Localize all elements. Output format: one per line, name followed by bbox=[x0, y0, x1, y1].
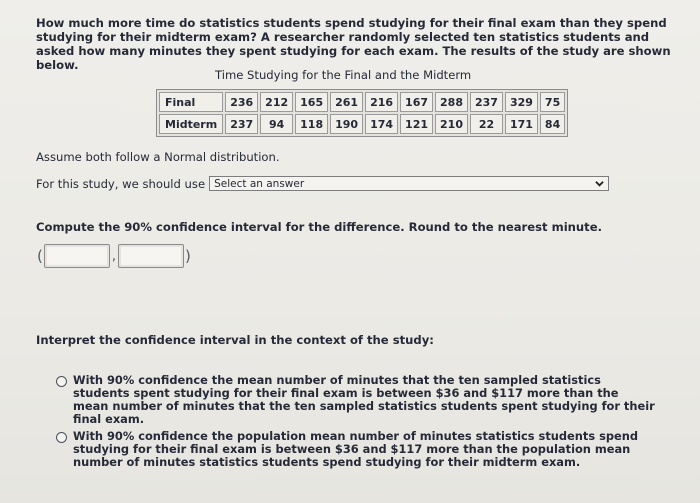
table-cell: 190 bbox=[330, 114, 363, 134]
table-cell: 171 bbox=[505, 114, 538, 134]
interpretation-option-1[interactable] bbox=[56, 374, 656, 426]
interpret-prompt: Interpret the confidence interval in the context of the study: bbox=[36, 333, 434, 347]
chevron-down-icon bbox=[595, 179, 604, 188]
test-choice-label: For this study, we should use bbox=[36, 176, 206, 191]
interpretation-option-2[interactable] bbox=[56, 430, 656, 469]
table-row-midterm bbox=[159, 114, 565, 134]
open-paren: ( bbox=[37, 247, 43, 265]
table-cell: 75 bbox=[540, 92, 565, 112]
assumption-text: Assume both follow a Normal distribution. bbox=[36, 150, 280, 164]
table-cell: 84 bbox=[540, 114, 565, 134]
ci-lower-input[interactable] bbox=[44, 244, 110, 268]
table-cell: 237 bbox=[470, 92, 503, 112]
row-label: Midterm bbox=[159, 114, 223, 134]
table-title: Time Studying for the Final and the Midterm bbox=[215, 68, 472, 82]
confidence-interval-row bbox=[36, 244, 192, 268]
test-choice-select[interactable] bbox=[209, 176, 609, 191]
table-cell: 118 bbox=[295, 114, 328, 134]
option-text: With 90% confidence the mean number of minutes that the ten sampled statistics students spent studying for their final exam is between $36 and $117 more than the mean number of minutes that the ten sampled statistics students spent studying for their final exam. bbox=[73, 373, 655, 426]
table-cell: 165 bbox=[295, 92, 328, 112]
data-table bbox=[156, 89, 568, 137]
table-cell: 94 bbox=[260, 114, 293, 134]
table-cell: 236 bbox=[225, 92, 258, 112]
test-choice-row bbox=[36, 176, 609, 191]
row-label: Final bbox=[159, 92, 223, 112]
option-text: With 90% confidence the population mean number of minutes statistics students spend studying for their final exam is between $36 and $117 more than the population mean number of minutes statistics students spend studying for their midterm exam. bbox=[73, 429, 638, 469]
table-cell: 329 bbox=[505, 92, 538, 112]
table-cell: 288 bbox=[435, 92, 468, 112]
table-cell: 261 bbox=[330, 92, 363, 112]
table-cell: 174 bbox=[365, 114, 398, 134]
radio-button[interactable] bbox=[56, 432, 67, 443]
ci-comma: , bbox=[111, 248, 116, 264]
close-paren: ) bbox=[185, 247, 191, 265]
question-intro: How much more time do statistics students spend studying for their final exam than they spend studying for their midterm exam? A researcher randomly selected ten statistics students and asked how many minutes they spent studying for each exam. The results of the study are shown below. bbox=[36, 16, 671, 72]
select-value: Select an answer bbox=[214, 177, 305, 190]
table-cell: 216 bbox=[365, 92, 398, 112]
table-row-final bbox=[159, 92, 565, 112]
table-cell: 210 bbox=[435, 114, 468, 134]
compute-instruction: Compute the 90% confidence interval for the difference. Round to the nearest minute. bbox=[36, 220, 602, 234]
table-cell: 22 bbox=[470, 114, 503, 134]
table-cell: 237 bbox=[225, 114, 258, 134]
table-cell: 121 bbox=[400, 114, 433, 134]
table-cell: 212 bbox=[260, 92, 293, 112]
ci-upper-input[interactable] bbox=[118, 244, 184, 268]
radio-button[interactable] bbox=[56, 376, 67, 387]
table-cell: 167 bbox=[400, 92, 433, 112]
